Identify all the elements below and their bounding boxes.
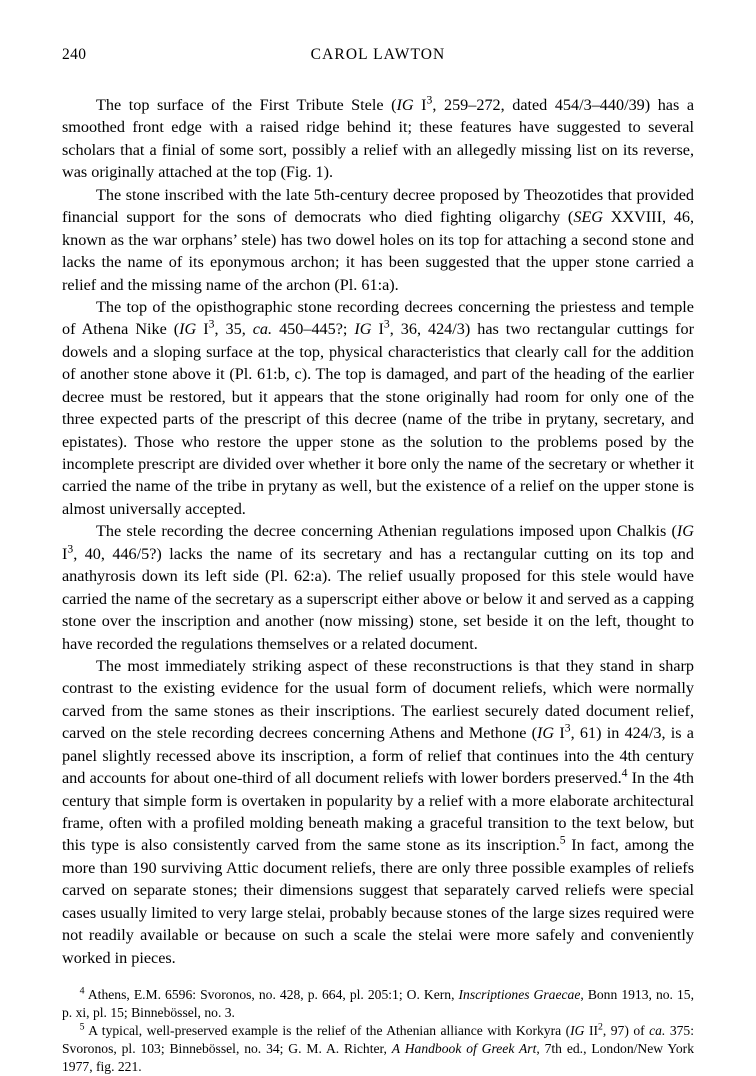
running-title: CAROL LAWTON	[310, 46, 446, 63]
paragraph: The most immediately striking aspect of these reconstructions is that they stand in sharp contrast to the existing evidence for the usual form of document reliefs, which were normally carved from the same stones as their inscriptions. The earliest securely dated document relief, carved on the stele recording decrees concerning Athens and Methone (IG $I^3$, 61) in 424/3, is a panel slightly recessed above its inscription, a form of relief that continues into the 4th century and accounts for about one-third of all document reliefs with lower borders preserved.$^4$ In the 4th century that simple form is overtaken in popularity by a relief with a more elaborate architectural frame, often with a profiled molding beneath making a graceful transition to the text below, but this type is also consistently carved from the same stone as its inscription.$^5$ In fact, among the more than 190 surviving Attic document reliefs, there are only three possible examples of reliefs carved on separate stones; their dimensions suggest that separately carved reliefs were special cases usually limited to very large stelai, probably because stones of the large sizes required were not readily available or because on such a scale the stelai were more safely and conveniently worked in pieces.	[62, 656, 695, 967]
paragraph: The top surface of the First Tribute Stele (IG $I^3$, 259–272, dated 454/3–440/39) has a smoothed front edge with a raised ridge behind it; these features have suggested to several scholars that a finial of some sort, possibly a relief with an allegedly missing list on its reverse, was originally attached at the top (Fig. 1).	[62, 93, 695, 182]
paragraph: The stone inscribed with the late 5th-century decree proposed by Theozotides that provided financial support for the sons of democrats who died fighting oligarchy (SEG XXVIII, 46, known as the war orphans’ stele) has two dowel holes on its top for attaching a second stone and lacks the name of its eponymous archon; it has been suggested that the upper stone carried a relief and the missing name of the archon (Pl. 61:a).	[62, 185, 694, 294]
paragraph: The top of the opisthographic stone recording decrees concerning the priestess and temple of Athena Nike (IG $I^3$, 35, ca. 450–445?; IG $I^3$, 36, 424/3) has two rectangular cuttings for dowels and a sloping surface at the top, physical characteristics that clearly call for the addition of another stone above it (Pl. 61:b, c). The top is damaged, and part of the heading of the earlier decree must be restored, but it appears that the stone originally had room for only one of the three expected parts of the prescript of this decree (name of the tribe in prytany, secretary, and epistates). Those who restore the upper stone as the solution to the problems posed by the incomplete prescript are divided over whether it bore only the name of the secretary or whether it carried the name of the tribe in prytany as well, but the existence of a relief on the upper stone is almost universally accepted.	[62, 297, 694, 518]
footnote: $^5$ A typical, well-preserved example is the relief of the Athenian alliance with Korkyra (IG $II^2$, 97) of ca. 375: Svoronos, pl. 103; Binnebössel, no. 34; G. M. A. Richter, A Handbook of Greek Art, 7th ed., London/New York 1977, fig. 221.	[62, 1021, 695, 1075]
page-number: 240	[62, 46, 87, 63]
paragraph: The stele recording the decree concerning Athenian regulations imposed upon Chalkis (IG $I^3$, 40, 446/5?) lacks the name of its secretary and has a rectangular cutting on its top and anathyrosis down its left side (Pl. 62:a). The relief usually proposed for this stele would have carried the name of the secretary as a superscript either above or below it and served as a capping stone over the inscription and another (now missing) stone, set beside it on the left, thought to have recorded the regulations themselves or a related document.	[62, 522, 694, 653]
footnotes	[62, 986, 694, 1076]
footnote: $^4$ Athens, E.M. 6596: Svoronos, no. 428, p. 664, pl. 205:1; O. Kern, Inscriptiones Graecae, Bonn 1913, no. 15, p. xi, pl. 15; Binnebössel, no. 3.	[62, 985, 694, 1021]
body-text	[62, 94, 694, 969]
running-head	[62, 46, 694, 80]
